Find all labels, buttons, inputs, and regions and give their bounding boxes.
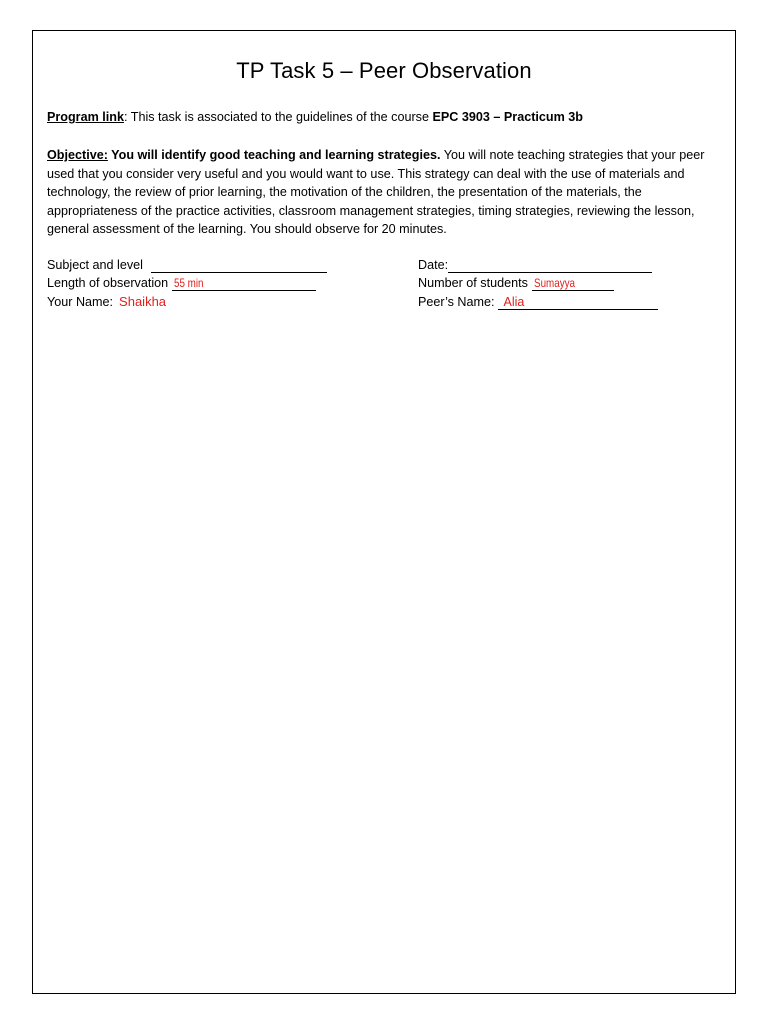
number-of-students-value: Sumayya (533, 276, 575, 290)
date-field (418, 257, 652, 273)
number-of-students-label: Number of students (418, 276, 528, 290)
your-name-input[interactable] (117, 295, 175, 310)
peers-name-input[interactable] (498, 295, 658, 310)
number-of-students-input[interactable] (532, 276, 614, 291)
your-name-field (47, 294, 175, 310)
document-title: TP Task 5 – Peer Observation (236, 58, 532, 83)
program-link-text: This task is associated to the guidelines of the course (127, 110, 433, 124)
length-of-observation-value: 55 min (174, 276, 204, 290)
number-of-students-field (418, 275, 614, 291)
peers-name-field (418, 294, 658, 310)
date-label: Date: (418, 258, 449, 272)
peers-name-label: Peer’s Name: (418, 295, 495, 309)
program-link-paragraph (47, 108, 711, 127)
course-code: EPC 3903 – Practicum 3b (432, 110, 583, 124)
program-link-label: Program link (47, 110, 124, 124)
objective-lead: You will identify good teaching and learning strategies. (107, 148, 441, 162)
objective-body: You will note teaching strategies that your peer used that you consider very useful and you would want to use. This strategy can deal with the use of materials and technology, the review of prior learning, the motivation of the children, the presentation of the materials, the appropriateness of the practice activities, classroom management strategies, timing strategies, reviewing the lesson, general assessment of the learning. You should observe for 20 minutes. (47, 148, 705, 237)
program-link-separator: : (123, 110, 128, 124)
peers-name-value: Alia (503, 295, 525, 309)
objective-paragraph (47, 146, 711, 239)
subject-level-input[interactable] (151, 258, 327, 273)
subject-level-label: Subject and level (47, 258, 143, 272)
length-of-observation-input[interactable] (172, 276, 316, 291)
length-of-observation-field (47, 275, 316, 291)
subject-level-field (47, 257, 327, 273)
your-name-label: Your Name: (47, 295, 114, 309)
date-input[interactable] (448, 258, 652, 273)
your-name-value: Shaikha (119, 294, 167, 309)
objective-label: Objective: (47, 148, 108, 162)
length-of-observation-label: Length of observation (47, 276, 169, 290)
